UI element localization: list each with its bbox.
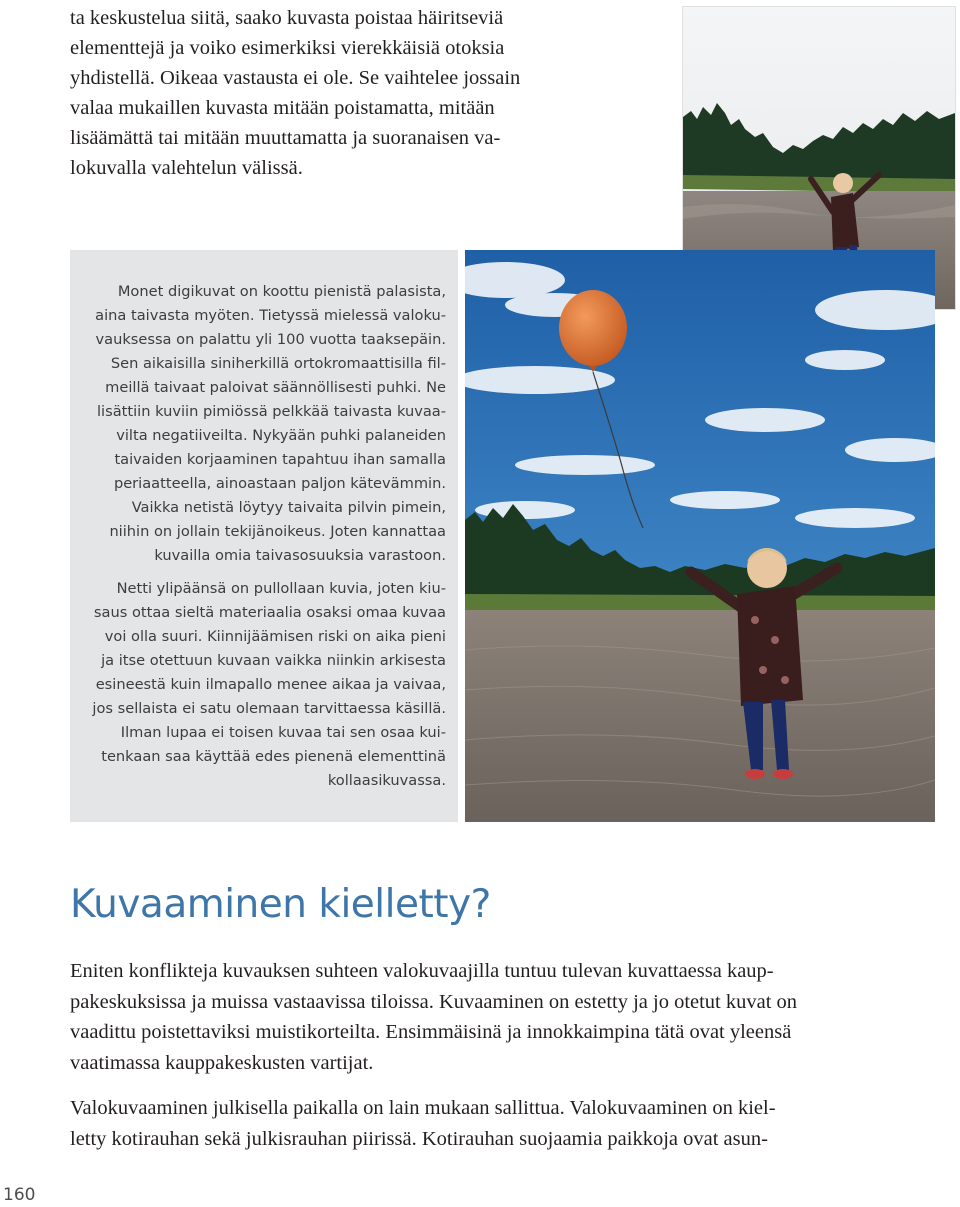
body-paragraph-1: Eniten konflikteja kuvauksen suhteen valokuvaajilla tuntuu tulevan kuvattaessa kaup- pakeskuksissa ja muissa vastaavissa tiloissa. Kuvaaminen on estetty ja jo otetut kuvat on vaadittu poistettaviksi muistikorteilta. Ensimmäisinä ja innokkaimpina tätä ovat yleensä vaatimassa kauppakeskusten vartijat. bbox=[70, 960, 798, 1074]
sidebar-box bbox=[70, 250, 458, 822]
sidebar-paragraph-1: Monet digikuvat on koottu pienistä palasista, aina taivasta myöten. Tietyssä mielessä valoku- vauksessa on palattu yli 100 vuotta taaksepäin. Sen aikaisilla siniherkillä ortokromaattisilla fil- meillä taivaat paloivat säännöllisesti puhki. Ne lisättiin kuviin pimiössä pelkkää taivasta kuvaa- vilta negatiiveilta. Nykyään puhki palaneiden taivaiden korjaaminen tapahtuu ihan samalla periaatteella, ainoastaan paljon kätevämmin. Vaikka netistä löytyy taivaita pilvin pimein, niihin on jollain tekijänoikeus. Joten kannattaa kuvailla omia taivasosuuksia varastoon. bbox=[95, 283, 446, 564]
page-number: 160 bbox=[3, 1185, 36, 1205]
photo-composite bbox=[465, 250, 935, 822]
sidebar-paragraph-2: Netti ylipäänsä on pullollaan kuvia, joten kiu- saus ottaa sieltä materiaalia osaksi omaa kuvaa voi olla suuri. Kiinnijäämisen riski on aika pieni ja itse otettuun kuvaan vaikka niinkin arkisesta esineestä kuin ilmapallo menee aikaa ja vaivaa, jos sellaista ei satu olemaan tarvittaessa käsillä. Ilman lupaa ei toisen kuvaa tai sen osaa kui- tenkaan saa käyttää edes pienenä elementtinä kollaasikuvassa. bbox=[92, 580, 446, 789]
intro-paragraph: ta keskustelua siitä, saako kuvasta poistaa häiritseviä elementtejä ja voiko esimerkiksi vierekkäisiä otoksia yhdistellä. Oikeaa vastausta ei ole. Se vaihtelee jossain valaa mukaillen kuvasta mitään poistamatta, mitään lisäämättä tai mitään muuttamatta ja suoranaisen va- lokuvalla valehtelun välissä. bbox=[70, 7, 521, 179]
section-title: Kuvaaminen kielletty? bbox=[70, 882, 491, 927]
body-paragraph-2: Valokuvaaminen julkisella paikalla on lain mukaan sallittua. Valokuvaaminen on kiel- letty kotirauhan sekä julkisrauhan piirissä. Kotirauhan suojaamia paikkoja ovat asun- bbox=[70, 1097, 776, 1150]
